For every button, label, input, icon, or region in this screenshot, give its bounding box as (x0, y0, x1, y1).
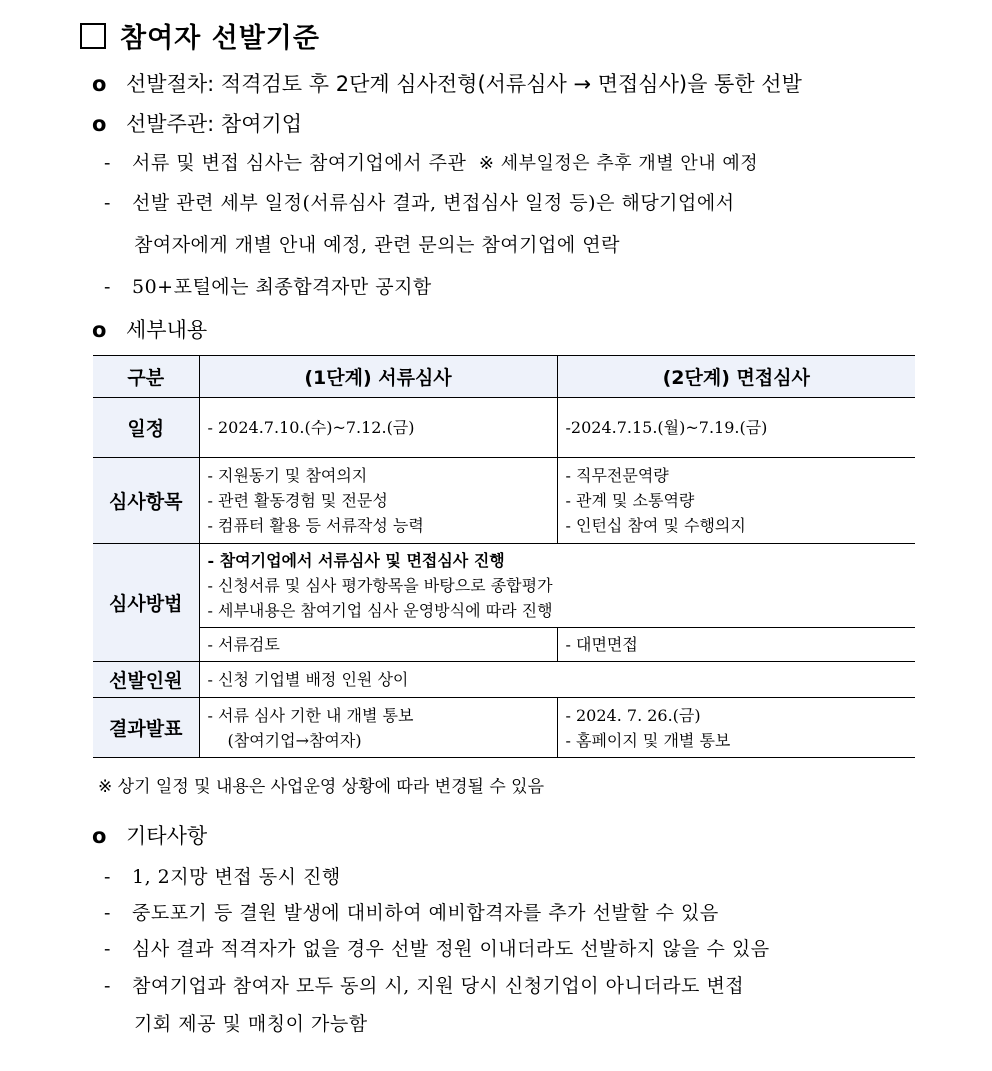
criteria-row (93, 458, 915, 544)
result-stage2: - 2024. 7. 26.(금) - 홈페이지 및 개별 통보 (557, 698, 915, 758)
other-heading: 기타사항 (126, 824, 208, 848)
selection-table (93, 355, 915, 758)
schedule-row (93, 398, 915, 458)
result-row (93, 698, 915, 758)
headcount-text: - 신청 기업별 배정 인원 상이 (199, 662, 915, 698)
method-label: 심사방법 (93, 544, 199, 662)
schedule-stage2: -2024.7.15.(월)~7.19.(금) (557, 398, 915, 458)
details-bullet (92, 314, 207, 344)
host-item: - 선발 관련 세부 일정(서류심사 결과, 변접심사 일정 등)은 해당기업에서 (104, 192, 735, 214)
other-item: - 심사 결과 적격자가 없을 경우 선발 정원 이내더라도 선발하지 않을 수 있음 (104, 938, 770, 960)
headcount-row (93, 662, 915, 698)
criteria-stage2: - 직무전문역량 - 관계 및 소통역량 - 인턴십 참여 및 수행의지 (557, 458, 915, 544)
other-bullet (92, 820, 207, 850)
method-shared: - 참여기업에서 서류심사 및 면접심사 진행 - 신청서류 및 심사 평가항목을 바탕으로 종합평가 - 세부내용은 참여기업 심사 운영방식에 따라 진행 (199, 544, 915, 628)
table-header-row (93, 356, 915, 398)
method-detail-row (93, 628, 915, 662)
section-title: 참여자 선발기준 (80, 16, 320, 55)
headcount-label: 선발인원 (93, 662, 199, 698)
result-label: 결과발표 (93, 698, 199, 758)
footnote: ※ 상기 일정 및 내용은 사업운영 상황에 따라 변경될 수 있음 (98, 777, 544, 797)
host-item: - 서류 및 변접 심사는 참여기업에서 주관 ※ 세부일정은 추후 개별 안내 예정 (104, 152, 759, 174)
method-stage2: - 대면면접 (557, 628, 915, 662)
criteria-label: 심사항목 (93, 458, 199, 544)
schedule-stage1: - 2024.7.10.(수)~7.12.(금) (199, 398, 557, 458)
schedule-label: 일정 (93, 398, 199, 458)
method-row (93, 544, 915, 628)
criteria-stage1: - 지원동기 및 참여의지 - 관련 활동경험 및 전문성 - 컴퓨터 활용 등 서류작성 능력 (199, 458, 557, 544)
other-item: - 1, 2지망 변접 동시 진행 (104, 866, 341, 888)
header-stage2: (2단계) 면접심사 (557, 356, 915, 398)
host-label: 선발주관: (126, 112, 215, 136)
result-stage1: - 서류 심사 기한 내 개별 통보 (참여기업→참여자) (199, 698, 557, 758)
host-bullet (92, 108, 302, 138)
host-item-continuation: 참여자에게 개별 안내 예정, 관련 문의는 참여기업에 연락 (134, 234, 620, 256)
other-item: - 참여기업과 참여자 모두 동의 시, 지원 당시 신청기업이 아니더라도 변접 (104, 975, 745, 997)
other-item-continuation: 기회 제공 및 매칭이 가능함 (134, 1013, 368, 1035)
checkbox-square-icon (80, 23, 106, 49)
procedure-text: 적격검토 후 2단계 심사전형(서류심사 → 면접심사)을 통한 선발 (220, 72, 802, 96)
header-category: 구분 (93, 356, 199, 398)
schedule-note: ※ 세부일정은 추후 개별 안내 예정 (478, 153, 759, 174)
circle-bullet-icon: o (92, 72, 107, 96)
method-stage1: - 서류검토 (199, 628, 557, 662)
procedure-bullet (92, 68, 802, 98)
header-stage1: (1단계) 서류심사 (199, 356, 557, 398)
circle-bullet-icon: o (92, 824, 107, 848)
host-item: - 50+포털에는 최종합격자만 공지함 (104, 276, 432, 298)
other-item: - 중도포기 등 결원 발생에 대비하여 예비합격자를 추가 선발할 수 있음 (104, 902, 719, 924)
host-text: 참여기업 (220, 112, 303, 136)
circle-bullet-icon: o (92, 112, 107, 136)
circle-bullet-icon: o (92, 318, 107, 342)
procedure-label: 선발절차: (126, 72, 215, 96)
details-heading: 세부내용 (126, 318, 208, 342)
